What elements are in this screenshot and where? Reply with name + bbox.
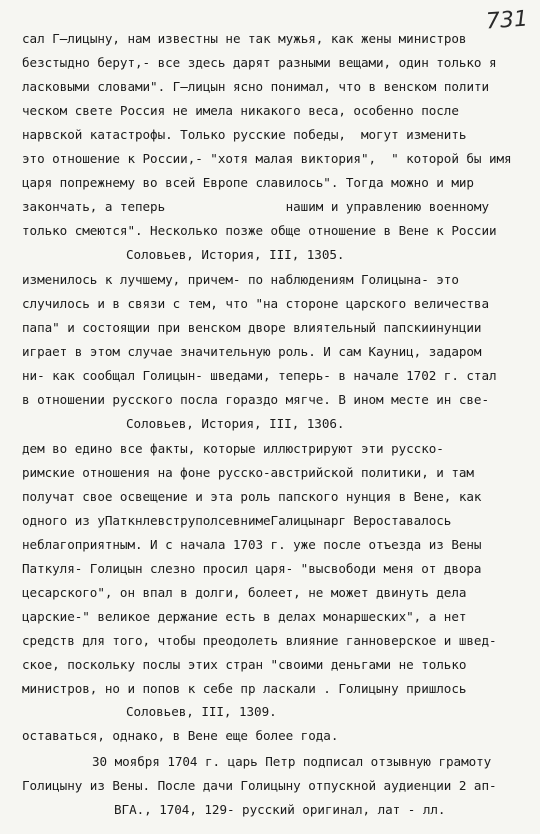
text-line: цесарского", он впал в долги, болеет, не может двинуть дела (22, 585, 467, 600)
text-line: это отношение к России,- "хотя малая виктория", " которой бы имя (22, 151, 512, 166)
text-line: ни- как сообщал Голицын- шведами, теперь- в начале 1702 г. стал (22, 368, 497, 383)
text-line: римские отношения на фоне русско-австрийской политики, и там (22, 465, 474, 480)
text-line: ское, поскольку послы этих стран "своими деньгами не только (22, 657, 467, 672)
text-line: 30 моября 1704 г. царь Петр подписал отзывную грамоту (92, 754, 492, 769)
text-line: получат свое освещение и эта роль папского нунция в Вене, как (22, 489, 482, 504)
text-line: неблагоприятным. И с начала 1703 г. уже после отъезда из Вены (22, 537, 482, 552)
text-line: безстыдно берут,- все здесь дарят разными вещами, один только я (22, 55, 497, 70)
text-line: одного из уПаткнлевструполсевнимеГалицынарг Вероставалось (22, 513, 452, 528)
text-line: ческом свете Россия не имела никакого веса, особенно после (22, 103, 459, 118)
text-line: только смеются". Несколько позже обще отношение в Вене к России (22, 223, 497, 238)
text-line: царя попрежнему во всей Европе славилось". Тогда можно и мир (22, 175, 474, 190)
text-line: Голицыну из Вены. После дачи Голицыну отпускной аудиенции 2 ап- (22, 778, 497, 793)
text-line: средств для того, чтобы преодолеть влияние ганноверское и швед- (22, 633, 497, 648)
page-number: 731 (485, 6, 529, 35)
text-line: оставаться, однако, в Вене еще более года. (22, 728, 339, 743)
text-line: изменилось к лучшему, причем- по наблюдениям Голицына- это (22, 272, 459, 287)
footnote: Соловьев, История, III, 1306. (126, 416, 345, 431)
text-line: министров, но и попов к себе пр ласкали . Голицыну пришлось (22, 681, 467, 696)
text-line: закончать, а теперь нашим и управлению военному (22, 199, 489, 214)
text-line: случилось и в связи с тем, что "на стороне царского величества (22, 296, 489, 311)
text-line: Паткуля- Голицын слезно просил царя- "высвободи меня от двора (22, 561, 482, 576)
text-line: ласковыми словами". Г̶лицын ясно понимал, что в венском полити (22, 79, 490, 94)
footnote: Соловьев, История, III, 1305. (126, 247, 345, 262)
text-line: папа" и состоящии при венском дворе влиятельный папскиинунции (22, 320, 482, 335)
footnote: ВГА., 1704, 129- русский оригинал, лат - лл. (114, 802, 446, 817)
text-line: царские-" великое держание есть в делах монаршеских", а нет (22, 609, 467, 624)
text-line: играет в этом случае значительную роль. И сам Кауниц, задаром (22, 344, 482, 359)
text-line: нарвской катастрофы. Только русские победы, могут изменить (22, 127, 467, 142)
text-line: в отношении русского посла гораздо мягче. В ином месте ин све- (22, 392, 489, 407)
text-line: сал Г̶лицыну, нам известны не так мужья, как жены министров (22, 31, 467, 46)
footnote: Соловьев, III, 1309. (126, 704, 277, 719)
text-line: дем во едино все факты, которые иллюстрируют эти русско- (22, 441, 444, 456)
